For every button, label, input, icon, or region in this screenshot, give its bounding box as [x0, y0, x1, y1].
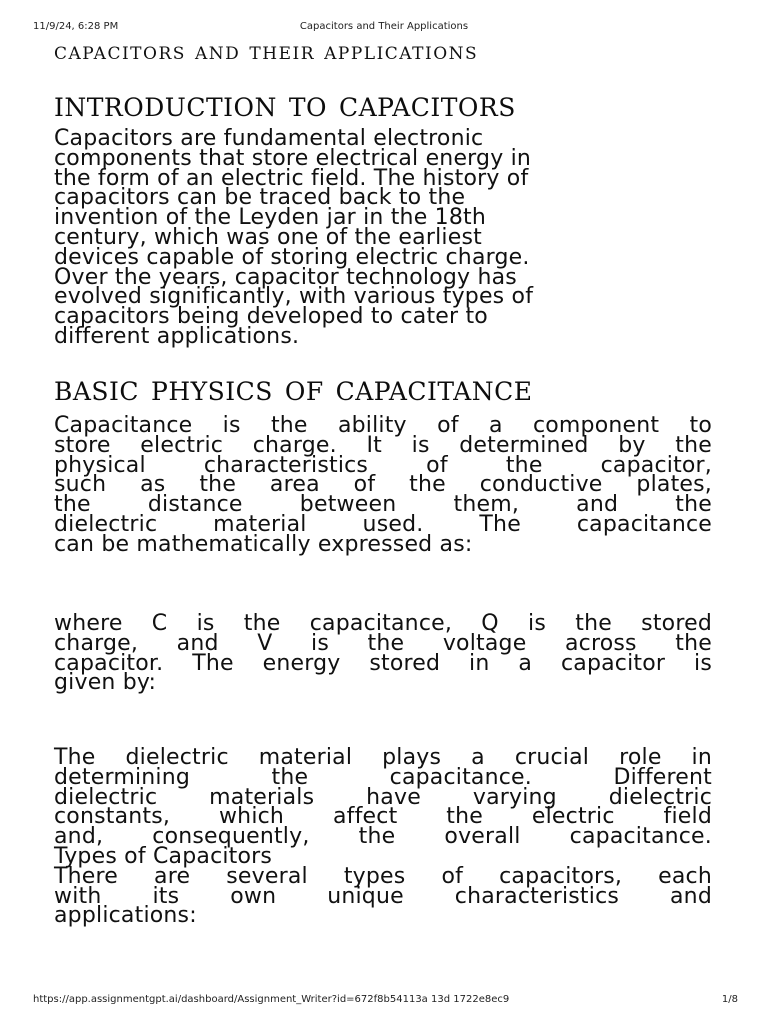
- text-line: devices capable of storing electric charge.: [54, 244, 530, 270]
- text-line: capacitor. The energy stored in a capacitor is: [54, 650, 712, 676]
- text-line: the form of an electric field. The history of: [54, 165, 529, 191]
- text-line: dielectric materials have varying dielectric: [54, 784, 712, 810]
- text-line: evolved significantly, with various types of: [54, 284, 534, 310]
- section-heading-basic-physics: basic physics of capacitance: [54, 368, 533, 409]
- text-line: determining the capacitance. Different: [54, 764, 712, 790]
- text-line: physical characteristics of the capacitor,: [54, 452, 712, 478]
- paragraph-variable-definitions: [54, 611, 712, 696]
- text-line: capacitors can be traced back to the: [54, 185, 466, 211]
- text-line: components that store electrical energy in: [54, 145, 532, 171]
- text-line: Capacitors are fundamental electronic: [54, 126, 484, 151]
- text-line: Types of Capacitors: [54, 843, 273, 869]
- print-url: https://app.assignmentgpt.ai/dashboard/Assignment_Writer?id=672f8b54113a 13d 1722e8ec9: [33, 994, 510, 1005]
- text-line: where C is the capacitance, Q is the stored: [54, 611, 712, 636]
- paragraph-capacitance-definition: [54, 413, 712, 557]
- text-line: The dielectric material plays a crucial role in: [54, 745, 712, 770]
- text-line: invention of the Leyden jar in the 18th: [54, 205, 486, 231]
- text-line: applications:: [54, 903, 197, 929]
- text-line: and, consequently, the overall capacitance.: [54, 824, 712, 850]
- print-datetime: 11/9/24, 6:28 PM: [33, 21, 119, 32]
- text-line: Over the years, capacitor technology has: [54, 264, 517, 290]
- text-line: the distance between them, and the: [54, 492, 712, 518]
- text-line: constants, which affect the electric field: [54, 804, 712, 830]
- text-line: capacitors being developed to cater to: [54, 304, 488, 330]
- print-header: [0, 0, 768, 36]
- text-line: charge, and V is the voltage across the: [54, 630, 712, 656]
- text-line: century, which was one of the earliest: [54, 224, 482, 250]
- text-line: different applications.: [54, 323, 300, 349]
- text-line: There are several types of capacitors, each: [54, 863, 712, 889]
- text-line: with its own unique characteristics and: [54, 883, 712, 909]
- paragraph-introduction: [54, 126, 712, 349]
- print-footer: [0, 990, 768, 1024]
- document-title: capacitors and their applications: [54, 37, 479, 65]
- text-line: dielectric material used. The capacitance: [54, 511, 712, 537]
- text-line: can be mathematically expressed as:: [54, 531, 473, 557]
- text-line: such as the area of the conductive plates,: [54, 472, 712, 498]
- paragraph-dielectric: [54, 745, 712, 929]
- section-heading-introduction: introduction to capacitors: [54, 84, 516, 125]
- text-line: store electric charge. It is determined by the: [54, 432, 712, 458]
- text-line: Capacitance is the ability of a component to: [54, 413, 712, 438]
- print-page-title: Capacitors and Their Applications: [299, 21, 469, 32]
- page-number: 1/8: [721, 994, 738, 1005]
- text-line: given by:: [54, 670, 157, 696]
